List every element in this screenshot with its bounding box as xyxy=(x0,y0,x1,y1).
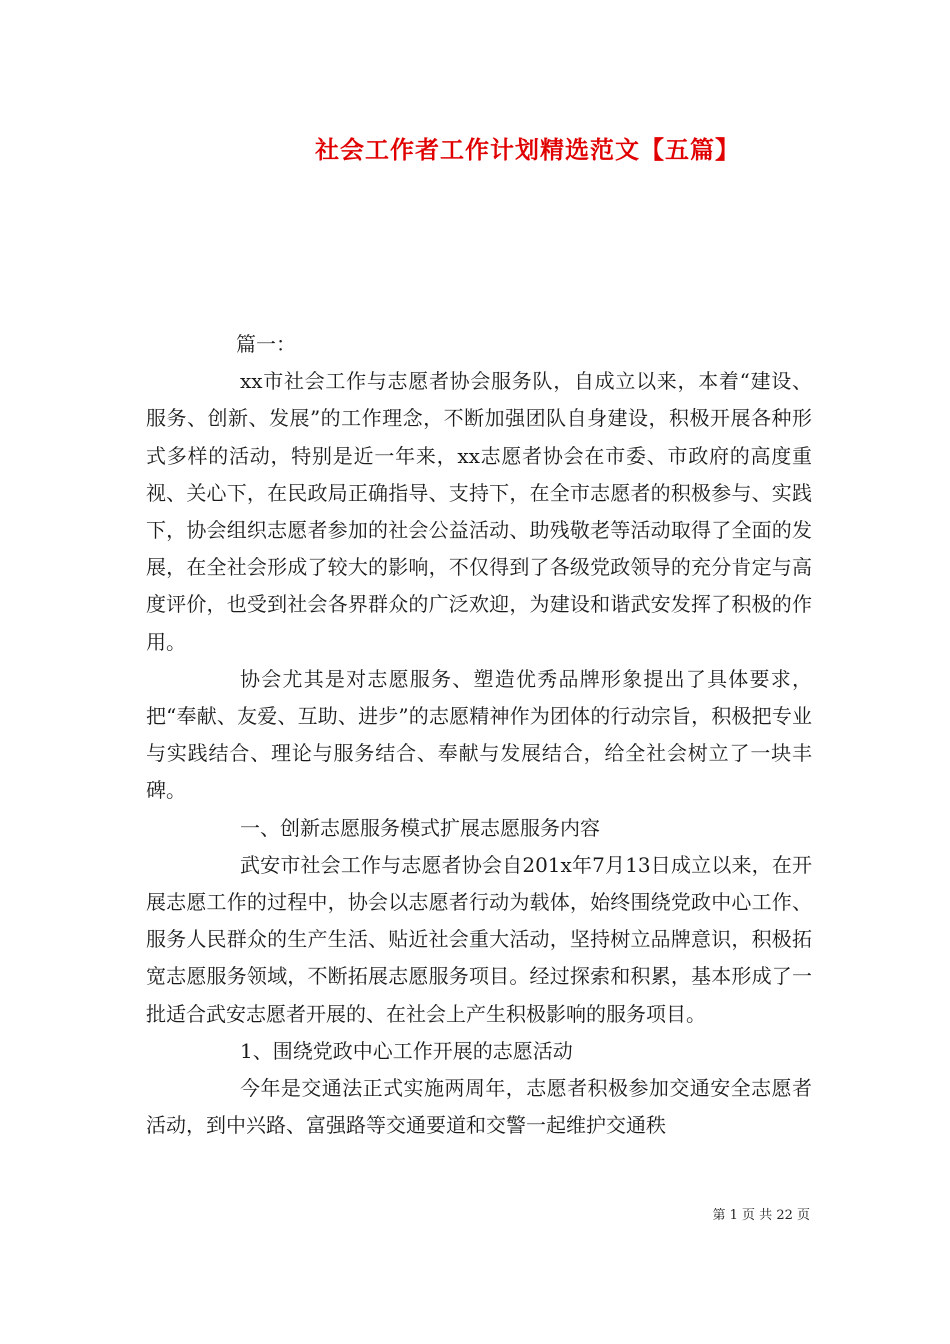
paragraph-3: 武安市社会工作与志愿者协会自201x年7月13日成立以来，在开展志愿工作的过程中，协会以志愿者行动为载体，始终围绕党政中心工作、服务人民群众的生产生活、贴近社会重大活动，坚持树立品牌意识，积极拓宽志愿服务领域，不断拓展志愿服务项目。经过探索和积累，基本形成了一批适合武安志愿者开展的、在社会上产生积极影响的服务项目。 xyxy=(146,852,812,1026)
heading-2: 1、围绕党政中心工作开展的志愿活动 xyxy=(240,1038,573,1063)
document-title: 社会工作者工作计划精选范文【五篇】 xyxy=(315,135,740,164)
paragraph-4: 今年是交通法正式实施两周年，志愿者积极参加交通安全志愿者活动，到中兴路、富强路等交通要道和交警一起维护交通秩 xyxy=(146,1076,812,1138)
document-body xyxy=(146,326,812,1144)
heading-1: 一、创新志愿服务模式扩展志愿服务内容 xyxy=(240,815,600,840)
section-label: 篇一： xyxy=(236,332,296,356)
paragraph-1: xx市社会工作与志愿者协会服务队，自成立以来，本着“建设、服务、创新、发展”的工作理念，不断加强团队自身建设，积极开展各种形式多样的活动，特别是近一年来，xx志愿者协会在市委、市政府的高度重视、关心下，在民政局正确指导、支持下，在全市志愿者的积极参与、实践下，协会组织志愿者参加的社会公益活动、助残敬老等活动取得了全面的发展，在全社会形成了较大的影响，不仅得到了各级党政领导的充分肯定与高度评价，也受到社会各界群众的广泛欢迎，为建设和谐武安发挥了积极的作用。 xyxy=(146,369,812,654)
page-number: 第 1 页 共 22 页 xyxy=(712,1208,810,1223)
paragraph-2: 协会尤其是对志愿服务、塑造优秀品牌形象提出了具体要求，把“奉献、友爱、互助、进步”的志愿精神作为团体的行动宗旨，积极把专业与实践结合、理论与服务结合、奉献与发展结合，给全社会树立了一块丰碑。 xyxy=(146,666,812,803)
